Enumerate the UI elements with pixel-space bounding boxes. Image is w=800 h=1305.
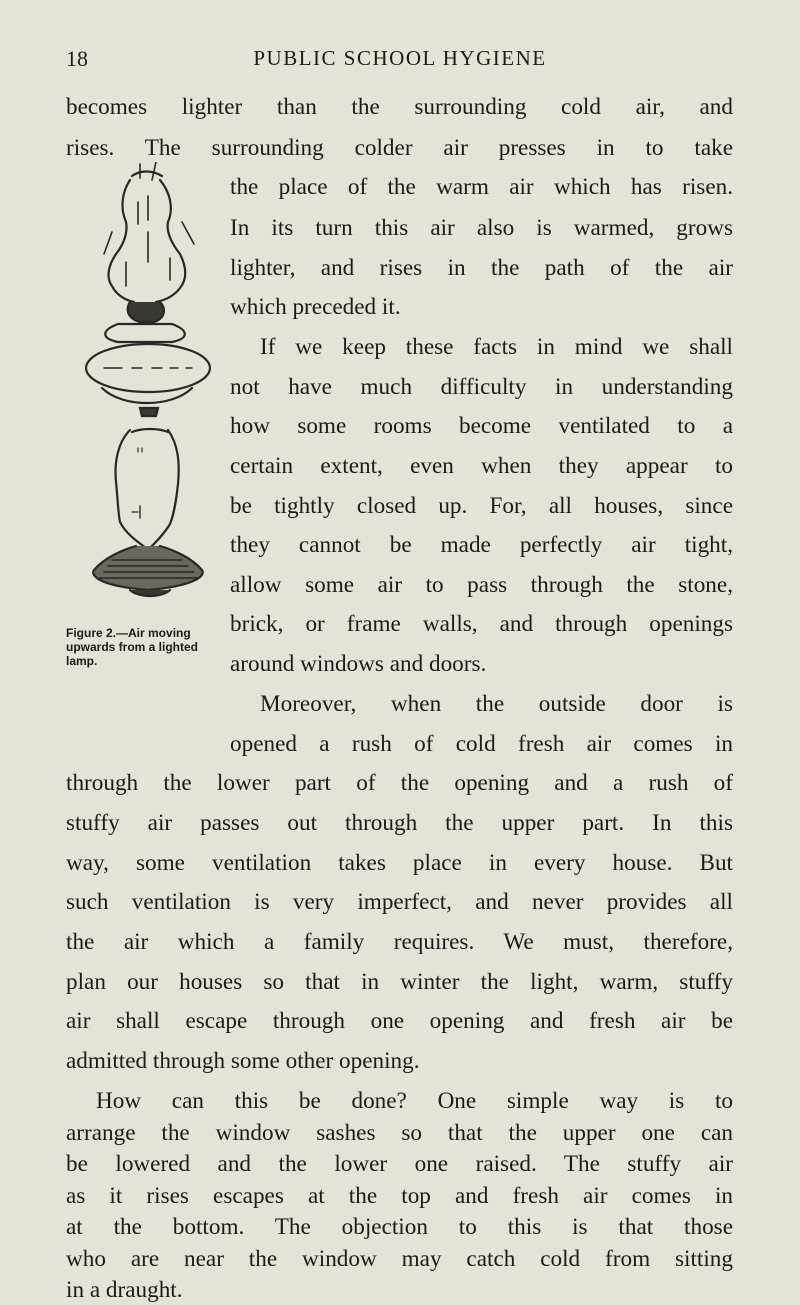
text-line: lighter, and rises in the path of the air	[230, 255, 733, 281]
text-line: In its turn this air also is warmed, grows	[230, 215, 733, 241]
text-line: opened a rush of cold fresh air comes in	[230, 731, 733, 757]
text-line: certain extent, even when they appear to	[230, 453, 733, 479]
text-line: be tightly closed up. For, all houses, since	[230, 493, 733, 519]
text-line: If we keep these facts in mind we shall	[260, 334, 733, 360]
text-line: stuffy air passes out through the upper part. In this	[66, 810, 733, 836]
text-line: such ventilation is very imperfect, and never provides all	[66, 889, 733, 915]
text-line: at the bottom. The objection to this is that those	[66, 1214, 733, 1240]
text-line: becomes lighter than the surrounding cold air, and	[66, 94, 733, 120]
text-line: they cannot be made perfectly air tight,	[230, 532, 733, 558]
figure-caption: Figure 2.—Air moving upwards from a lighted lamp.	[66, 626, 199, 668]
text-line: through the lower part of the opening and a rush of	[66, 770, 733, 796]
text-line: admitted through some other opening.	[66, 1048, 420, 1074]
text-line: arrange the window sashes so that the upper one can	[66, 1119, 733, 1146]
text-line: which preceded it.	[230, 294, 401, 320]
text-line: who are near the window may catch cold from sitting	[66, 1245, 733, 1272]
text-line: the air which a family requires. We must, therefore,	[66, 929, 733, 955]
text-line: allow some air to pass through the stone,	[230, 572, 733, 598]
text-line: air shall escape through one opening and fresh air be	[66, 1008, 733, 1034]
text-line: not have much difficulty in understanding	[230, 374, 733, 400]
text-line: in a draught.	[66, 1277, 183, 1303]
text-line: plan our houses so that in winter the light, warm, stuffy	[66, 969, 733, 995]
page-number: 18	[66, 46, 88, 71]
text-line: be lowered and the lower one raised. The stuffy air	[66, 1151, 733, 1177]
text-line: How can this be done? One simple way is to	[96, 1088, 733, 1114]
lamp-illustration	[82, 162, 222, 622]
text-line: as it rises escapes at the top and fresh air comes in	[66, 1182, 733, 1209]
text-line: around windows and doors.	[230, 651, 487, 677]
text-line: Moreover, when the outside door is	[260, 691, 733, 717]
text-line: way, some ventilation takes place in every house. But	[66, 850, 733, 876]
text-line: how some rooms become ventilated to a	[230, 413, 733, 439]
running-title: PUBLIC SCHOOL HYGIENE	[253, 46, 547, 70]
text-line: brick, or frame walls, and through openings	[230, 611, 733, 637]
text-line: rises. The surrounding colder air presses in to take	[66, 135, 733, 161]
text-line: the place of the warm air which has risen.	[230, 174, 733, 200]
